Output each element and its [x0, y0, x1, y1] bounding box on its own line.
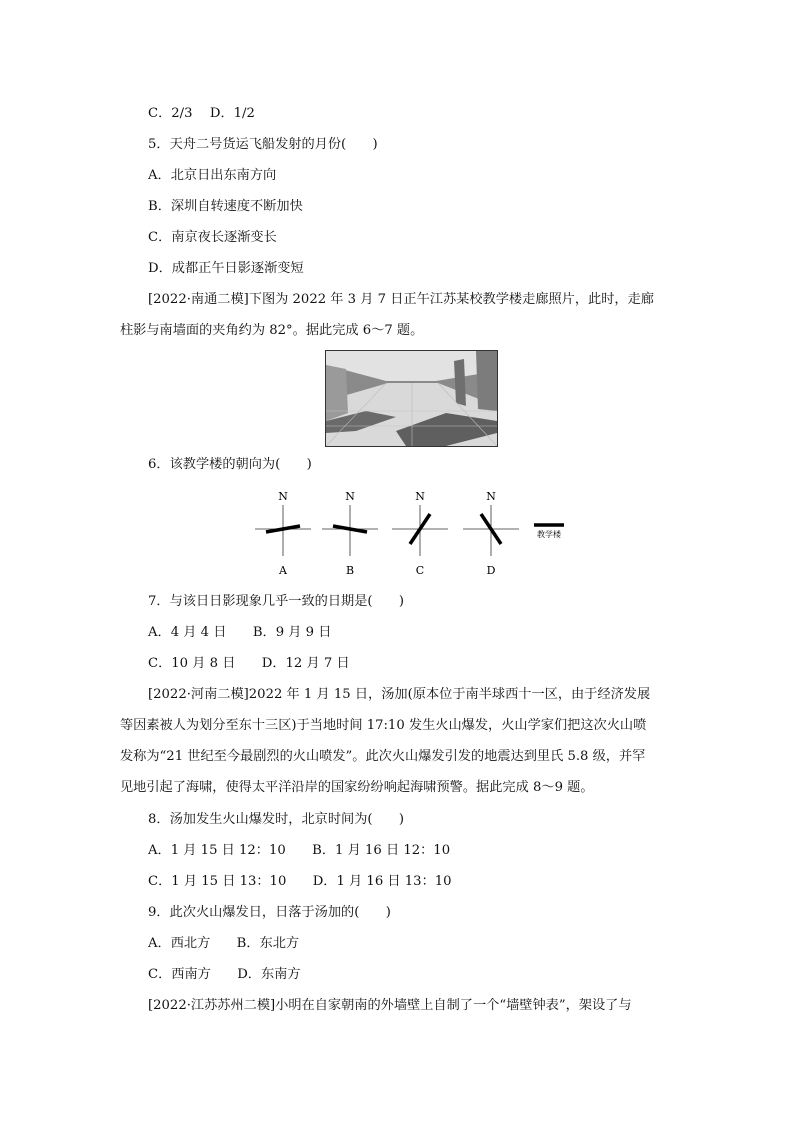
- north-label: N: [345, 490, 355, 503]
- passage-next-line-1: [2022·江苏苏州二模]小明在自家朝南的外墙壁上自制了一个“墙壁钟表”，架设了与: [148, 998, 632, 1013]
- orientation-diagram: [250, 488, 580, 578]
- north-label: N: [278, 490, 288, 503]
- option-a-label: A: [279, 564, 287, 577]
- option-b-compass: [322, 490, 378, 577]
- option-c-compass: [392, 490, 448, 577]
- q9-options-a-b: A．西北方 B．东北方: [148, 936, 300, 951]
- q5-option-c: C．南京夜长逐渐变长: [148, 230, 277, 245]
- question-6: 6．该教学楼的朝向为( ): [148, 457, 312, 472]
- q8-options-c-d: C．1 月 15 日 13：10 D．1 月 16 日 13：10: [148, 874, 452, 889]
- corridor-photo: [325, 350, 498, 447]
- q5-option-b: B．深圳自转速度不断加快: [148, 199, 303, 214]
- passage-8-9-line-3: 发称为“21 世纪至今最剧烈的火山喷发”。此次火山爆发引发的地震达到里氏 5.8 级，并罕: [120, 749, 646, 764]
- option-d-label: D: [486, 564, 496, 577]
- q7-options-a-b: A．4 月 4 日 B．9 月 9 日: [148, 625, 332, 640]
- question-9: 9．此次火山爆发日，日落于汤加的( ): [148, 905, 391, 920]
- passage-8-9-line-1: [2022·河南二模]2022 年 1 月 15 日，汤加(原本位于南半球西十一区，由于经济发展: [148, 687, 651, 702]
- passage-6-7-line-1: [2022·南通二模]下图为 2022 年 3 月 7 日正午江苏某校教学楼走廊照片，此时，走廊: [148, 292, 654, 307]
- option-c-label: C: [415, 564, 425, 577]
- question-7: 7．与该日日影现象几乎一致的日期是( ): [148, 594, 405, 609]
- q9-options-c-d: C．西南方 D．东南方: [148, 967, 301, 982]
- legend: [534, 525, 564, 539]
- q5-option-d: D．成都正午日影逐渐变短: [148, 261, 304, 276]
- question-5: 5．天舟二号货运飞船发射的月份( ): [148, 137, 378, 152]
- q5-option-a: A．北京日出东南方向: [148, 168, 277, 183]
- passage-8-9-line-2: 等因素被人为划分至东十三区)于当地时间 17:10 发生火山爆发，火山学家们把这次火山喷: [120, 718, 647, 733]
- question-8: 8．汤加发生火山爆发时，北京时间为( ): [148, 812, 405, 827]
- option-line-c-d: C．2/3 D．1/2: [148, 106, 255, 121]
- north-label: N: [486, 490, 496, 503]
- q7-options-c-d: C．10 月 8 日 D．12 月 7 日: [148, 656, 350, 671]
- q8-options-a-b: A．1 月 15 日 12：10 B．1 月 16 日 12：10: [148, 843, 451, 858]
- option-a-compass: [255, 490, 311, 577]
- passage-8-9-line-4: 见地引起了海啸，使得太平洋沿岸的国家纷纷响起海啸预警。据此完成 8～9 题。: [120, 780, 594, 795]
- passage-6-7-line-2: 柱影与南墙面的夹角约为 82°。据此完成 6～7 题。: [120, 323, 424, 338]
- option-b-label: B: [345, 564, 355, 577]
- legend-label: 教学楼: [537, 530, 561, 539]
- option-d-compass: [463, 490, 519, 577]
- north-label: N: [415, 490, 425, 503]
